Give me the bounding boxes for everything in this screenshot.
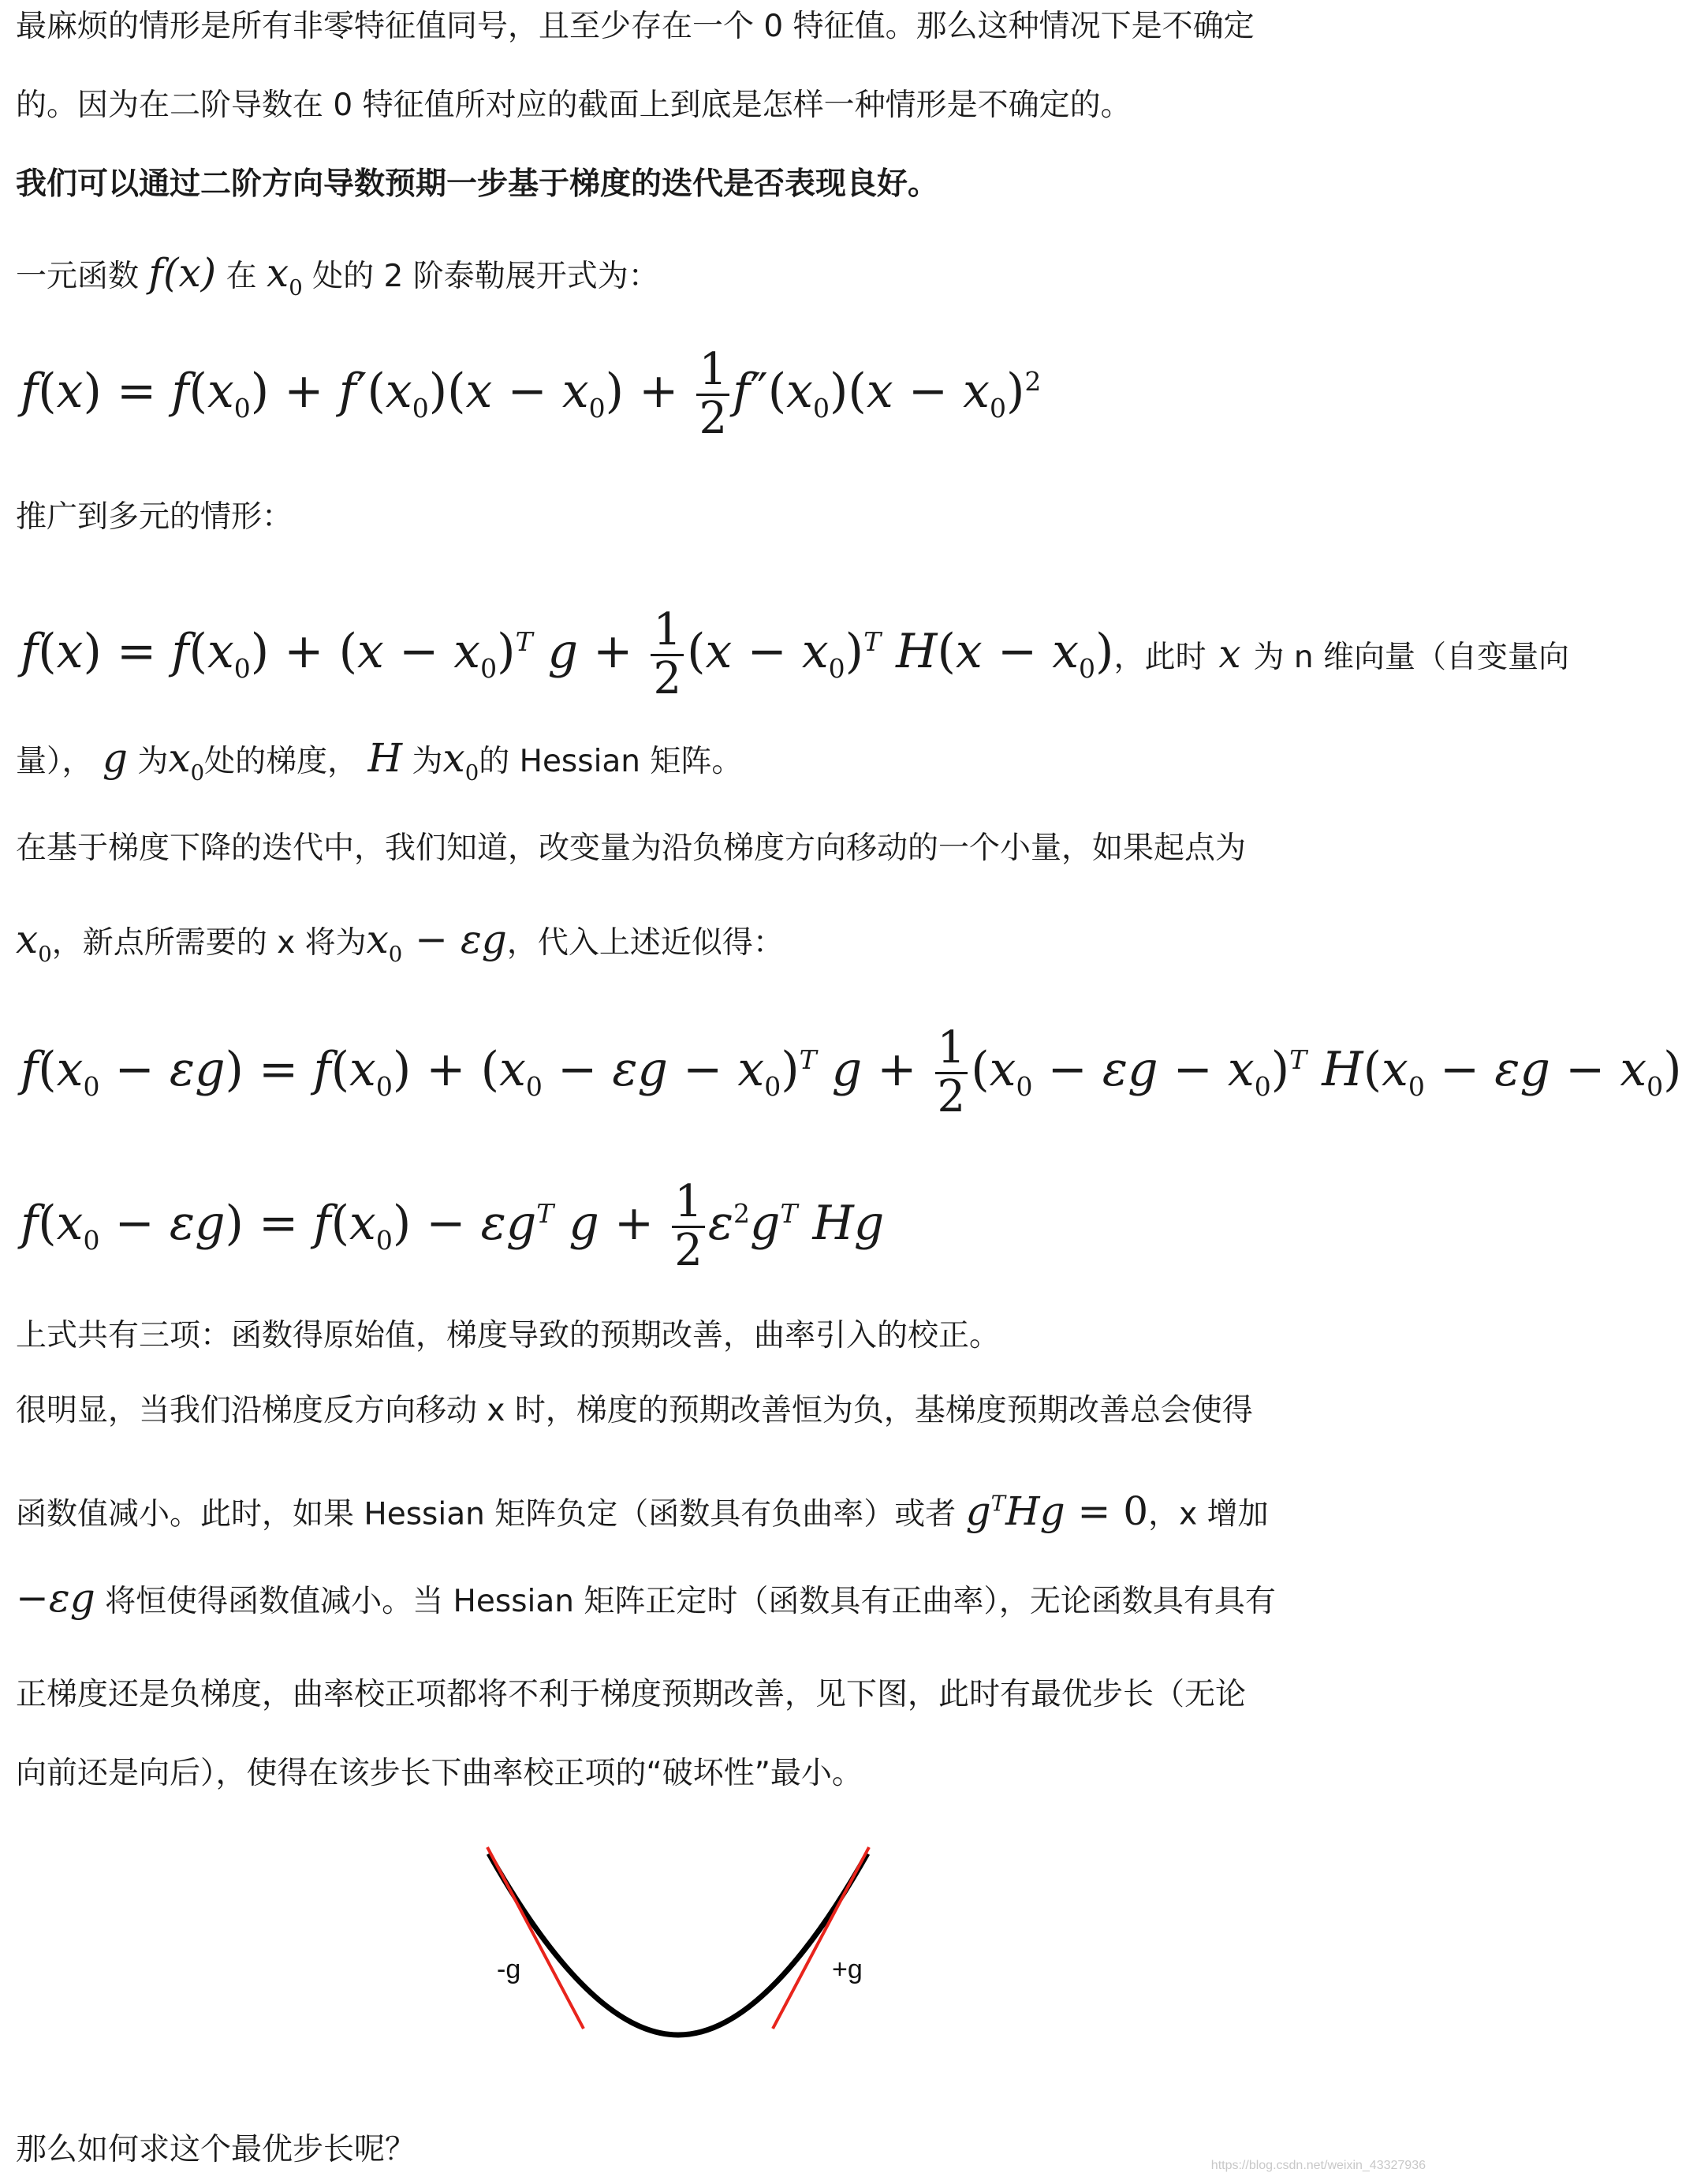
math-fx: f [148,250,163,296]
equation-simplified: $f(x_0 - \varepsilon g) = f(x_0) - \varepsilon g^T$ g + $\frac{1}{2}$ $\varepsilon^2g^T$ Hg [21,1176,885,1276]
math-g: g [102,735,128,781]
newpoint-line [16,919,1429,975]
math-x0: $x_0$ [442,735,479,786]
para-line: 向前还是向后），使得在该步长下曲率校正项的“破坏性”最小。 [16,1756,863,1791]
text-segment: 函数值减小。此时，如果 Hessian 矩阵负定（函数具有负曲率）或者 [16,1496,957,1533]
text-segment: ，代入上述近似得： [506,925,784,961]
text-segment: 处的 2 阶泰勒展开式为： [312,259,659,294]
math-gTHg-zero: $g^THg = 0$ [965,1488,1149,1534]
text-segment: ，新点所需要的 x 将为 [51,925,367,961]
label-plus-g: +g [832,1954,863,1984]
text-segment: 一元函数 [16,259,140,294]
taylor-intro [16,252,1429,308]
para-line [16,1577,1429,1622]
convex-curve [489,1854,867,2035]
para-line [16,1483,1429,1536]
para-line: 上式共有三项：函数得原始值，梯度导致的预期改善，曲率引入的校正。 [16,1318,1001,1353]
text-segment: ，此时 [1113,639,1206,675]
para-line: 很明显，当我们沿梯度反方向移动 x 时，梯度的预期改善恒为负，基梯度预期改善总会使得 [16,1393,1253,1428]
equation-taylor-nd: $f(x) = f(x_0) + (x - x_0)^T$ g + $\frac{1}{2}$ $(x - x_0)^T$ $H(x - x_0)$，此时 x 为 n 维向量（自变量向 [21,604,1569,704]
multi-intro: 推广到多元的情形： [16,499,293,535]
math-minus-eg: −εg [16,1575,95,1621]
para-line: 最麻烦的情形是所有非零特征值同号，且至少存在一个 0 特征值。那么这种情况下是不确定 [16,9,1255,44]
curvature-figure [473,1854,915,2090]
text-segment: ，x 增加 [1148,1496,1269,1533]
para-line: 在基于梯度下降的迭代中，我们知道，改变量为沿负梯度方向移动的一个小量，如果起点为 [16,831,1247,866]
label-minus-g: -g [497,1954,521,1984]
text-segment: 将恒使得函数值减小。当 Hessian 矩阵正定时（函数具有正曲率），无论函数具有具有 [105,1584,1276,1619]
math-paren: ) [200,250,217,296]
bold-statement: 我们可以通过二阶方向导数预期一步基于梯度的迭代是否表现良好。 [16,166,939,202]
text-segment: 的 Hessian 矩阵。 [479,744,743,779]
math-var: x [178,250,201,296]
final-question: 那么如何求这个最优步长呢？ [16,2132,416,2167]
math-x0: $x_0$ [16,917,52,967]
math-paren: ( [162,250,179,296]
math-x0: $x_0$ [168,735,205,786]
gradient-hessian-line [16,737,1429,793]
tangent-line-left [487,1847,584,2029]
text-segment: 为 [137,744,169,779]
equation-taylor-1d: $f(x) = f(x_0) + f'(x_0)(x - x_0)$ + $\frac{1}{2}$ $f''(x_0)(x - x_0)^2$ [21,344,1042,444]
text-segment: 为 n 维向量（自变量向 [1253,639,1569,675]
text-segment: 处的梯度， [204,744,359,779]
text-segment: 为 [412,744,443,779]
para-line: 正梯度还是负梯度，曲率校正项都将不利于梯度预期改善，见下图，此时有最优步长（无论 [16,1677,1247,1712]
para-line: 的。因为在二阶导数在 0 特征值所对应的截面上到底是怎样一种情形是不确定的。 [16,88,1132,123]
text-segment: 在 [226,259,257,294]
equation-substituted: $f(x_0 - \varepsilon g) = f(x_0) + (x_0 - \varepsilon g - x_0)^T$ g + $\frac{1}{2}$ $(x_0 - \varepsilon g - x_0)^T$ $H(x_0 - \varepsilon g - x_0)$ [21,1022,1682,1122]
math-x0: $x_0$ [267,250,303,301]
math-x0-minus-eg: $x_0 - \varepsilon g$ [366,917,507,967]
math-H: H [367,735,403,781]
watermark: https://blog.csdn.net/weixin_43327936 [1210,2159,1426,2172]
tangent-line-right [773,1847,869,2029]
text-segment: 量）， [16,744,93,779]
